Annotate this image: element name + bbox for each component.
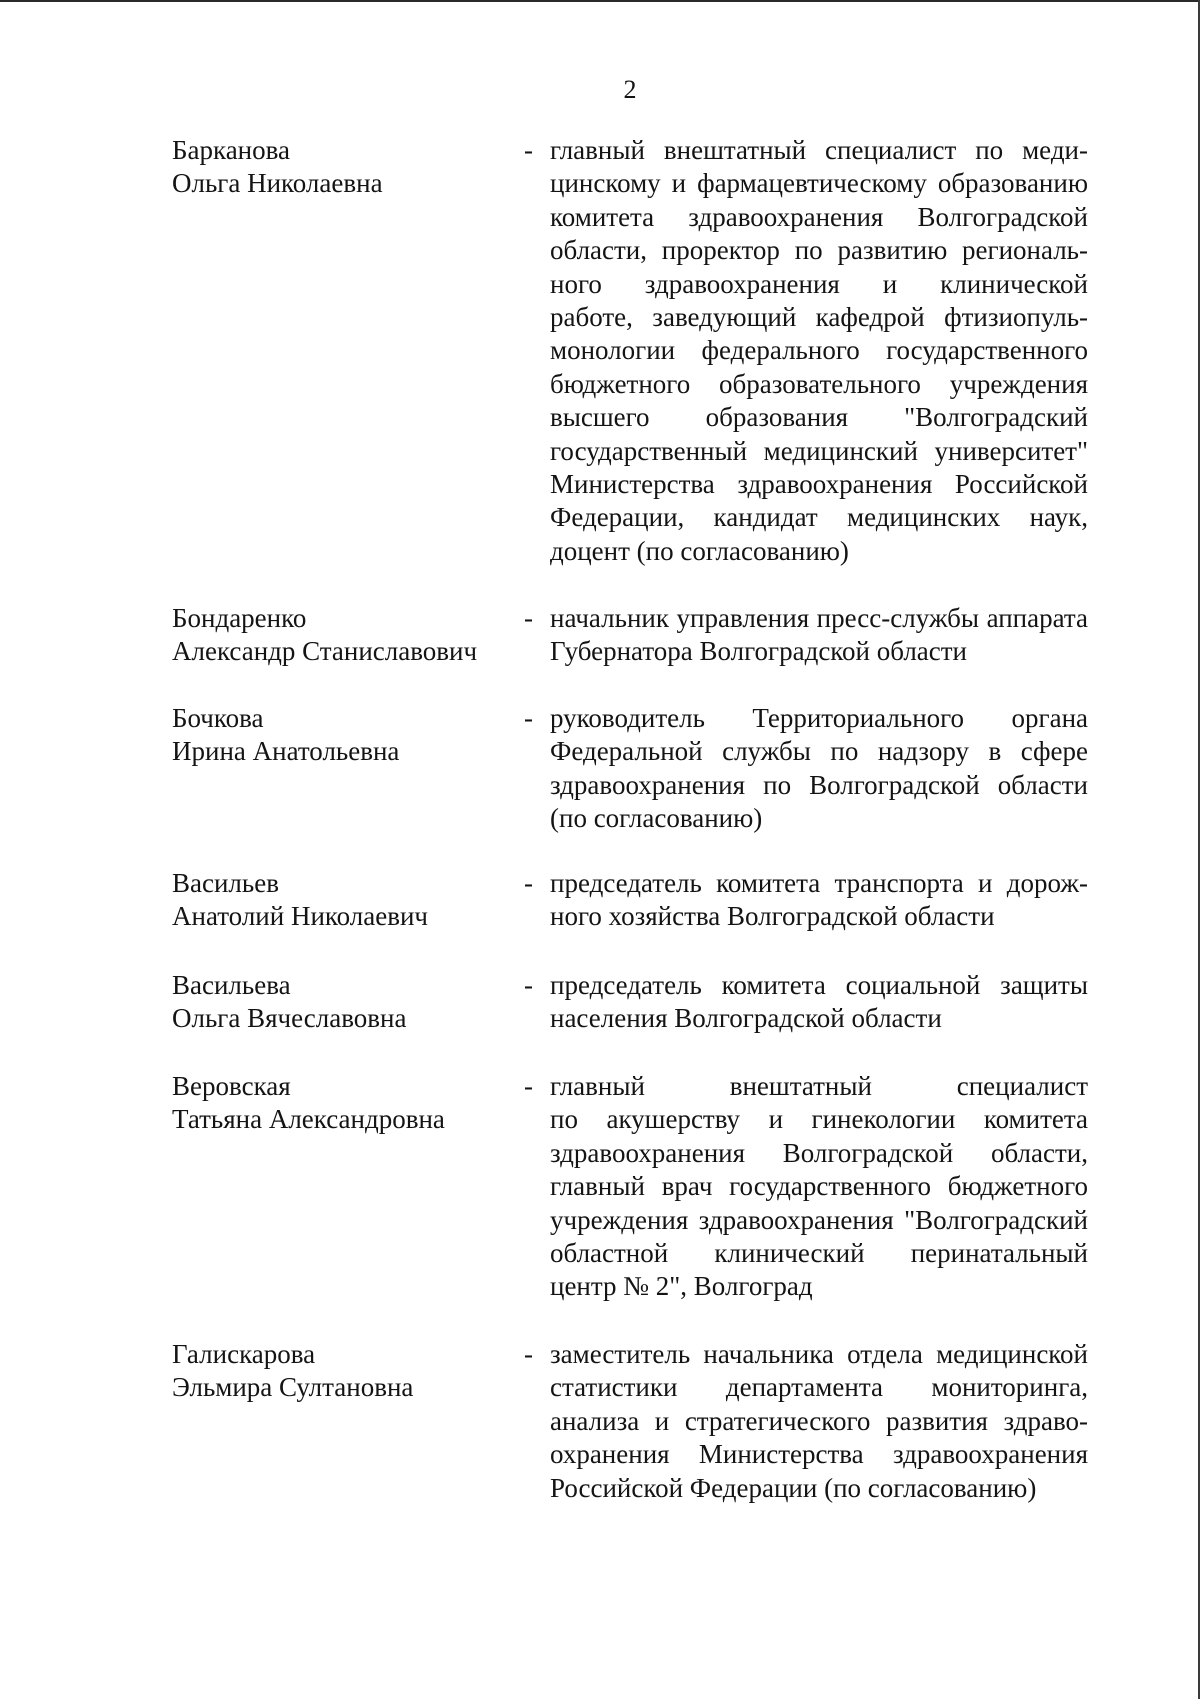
member-name [172,1070,512,1136]
member-surname: Бочкова [172,703,264,733]
position-line: (по согласованию) [550,803,763,834]
position-line: комитета здравоохранения Волгоградской [550,201,1088,232]
member-position [550,1338,1088,1505]
member-surname: Бондаренко [172,603,307,633]
position-line: охранения Министерства здравоохранения [550,1439,1088,1470]
position-line: Губернатора Волгоградской области [550,636,968,667]
position-line: области, проректор по развитию региональ- [550,235,1088,266]
member-surname: Васильева [172,970,291,1000]
dash-separator: - [524,1071,533,1101]
member-surname: Васильев [172,868,279,898]
member-given-names: Анатолий Николаевич [172,901,428,931]
dash-separator: - [524,603,533,633]
position-line: руководитель Территориального органа [550,703,1088,733]
position-line: председатель комитета социальной защиты [550,970,1088,1000]
member-position [550,1070,1088,1304]
position-line: Министерства здравоохранения Российской [550,469,1088,500]
member-given-names: Татьяна Александровна [172,1104,445,1134]
member-given-names: Ольга Вячеславовна [172,1003,407,1033]
position-line: бюджетного образовательного учреждения [550,368,1088,399]
member-given-names: Ирина Анатольевна [172,736,400,766]
member-surname: Галискарова [172,1339,316,1369]
member-name [172,702,512,768]
dash-separator: - [524,970,533,1000]
member-surname: Веровская [172,1071,291,1101]
position-line: Федеральной службы по надзору в сфере [550,736,1088,767]
member-name [172,969,512,1035]
position-line: здравоохранения по Волгоградской области [550,769,1088,800]
dash-separator: - [524,1339,533,1369]
member-surname: Барканова [172,135,291,165]
position-line: председатель комитета транспорта и дорож- [550,868,1088,898]
dash-separator: - [524,868,533,898]
position-line: доцент (по согласованию) [550,535,849,566]
member-name [172,1338,512,1404]
position-line: ного здравоохранения и клинической [550,268,1088,299]
position-line: учреждения здравоохранения "Волгоградский [550,1204,1088,1235]
member-position [550,602,1088,669]
position-line: цинскому и фармацевтическому образованию [550,168,1088,199]
position-line: главный внештатный специалист [550,1071,1088,1101]
position-line: Федерации, кандидат медицинских наук, [550,502,1088,533]
position-line: начальник управления пресс-службы аппарата [550,603,1088,633]
page-number: 2 [623,75,637,104]
member-position [550,969,1088,1036]
member-name [172,134,512,200]
position-line: здравоохранения Волгоградской области, [550,1137,1088,1168]
position-line: центр № 2", Волгоград [550,1271,813,1302]
position-line: Российской Федерации (по согласованию) [550,1472,1037,1503]
position-line: государственный медицинский университет" [550,435,1088,466]
position-line: областной клинический перинатальный [550,1238,1088,1269]
member-given-names: Александр Станиславович [172,636,478,666]
position-line: работе, заведующий кафедрой фтизиопуль- [550,302,1088,333]
dash-separator: - [524,703,533,733]
member-name [172,867,512,933]
member-given-names: Эльмира Султановна [172,1372,414,1402]
scan-border-top [0,0,1200,2]
position-line: главный внештатный специалист по меди- [550,135,1088,165]
position-line: населения Волгоградской области [550,1003,942,1034]
member-position [550,134,1088,568]
position-line: анализа и стратегического развития здраво- [550,1405,1088,1436]
position-line: высшего образования "Волгоградский [550,402,1088,433]
position-line: ного хозяйства Волгоградской области [550,901,995,932]
position-line: заместитель начальника отдела медицинской [550,1339,1088,1369]
member-name [172,602,512,668]
member-given-names: Ольга Николаевна [172,168,383,198]
position-line: по акушерству и гинекологии комитета [550,1104,1088,1135]
member-position [550,867,1088,934]
position-line: монологии федерального государственного [550,335,1088,366]
position-line: главный врач государственного бюджетного [550,1171,1088,1202]
dash-separator: - [524,135,533,165]
position-line: статистики департамента мониторинга, [550,1372,1088,1403]
member-position [550,702,1088,836]
